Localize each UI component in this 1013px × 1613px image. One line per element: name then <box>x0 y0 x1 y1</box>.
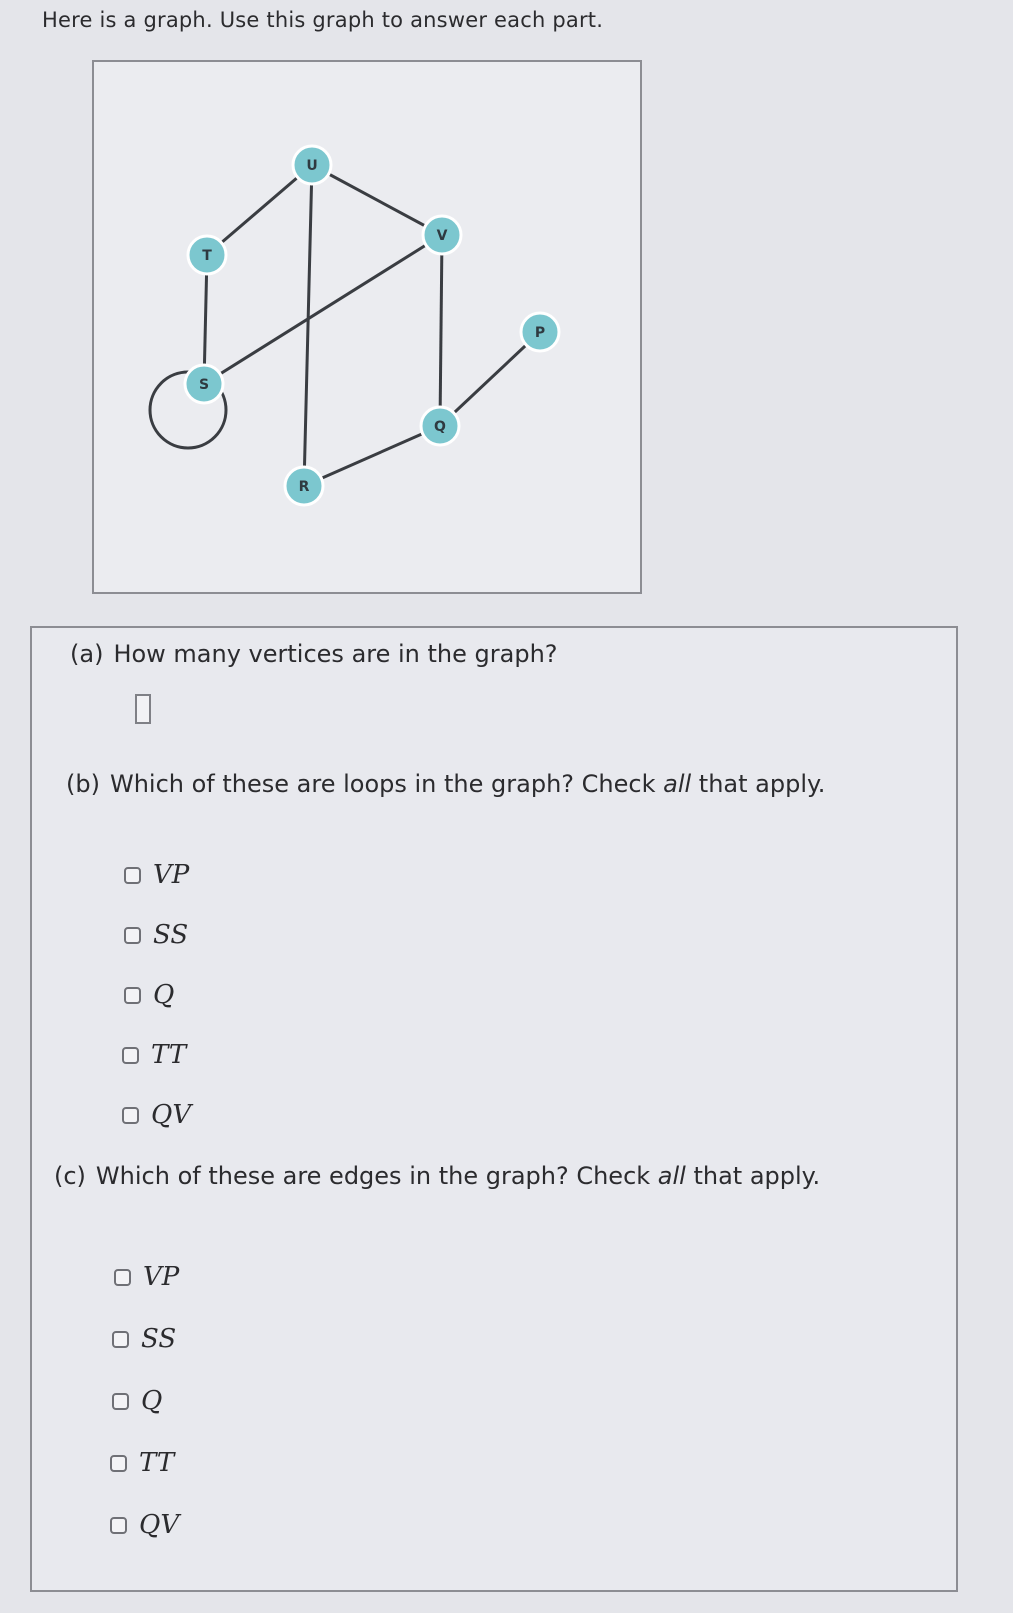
graph-diagram <box>94 62 644 596</box>
edge-vq <box>440 235 442 426</box>
loop-option-label: TT <box>151 1040 187 1070</box>
edge-option-label: TT <box>139 1448 175 1478</box>
question-c-emphasis: all <box>657 1162 686 1190</box>
loop-option-tt[interactable] <box>122 1040 186 1070</box>
edge-sv <box>204 235 442 384</box>
vertex-t <box>188 236 226 274</box>
question-b <box>66 766 866 802</box>
question-b-text-post: that apply. <box>691 770 826 798</box>
edge-option-tt[interactable] <box>110 1448 174 1478</box>
vertex-label: U <box>306 158 318 174</box>
loop-option-qv[interactable] <box>122 1100 191 1130</box>
edge-option-vp[interactable] <box>114 1262 179 1292</box>
question-a <box>70 636 558 672</box>
loop-option-label: VP <box>153 860 190 890</box>
loop-option-label: SS <box>153 920 189 950</box>
loop-option-label: Q <box>153 980 175 1010</box>
checkbox[interactable] <box>124 927 141 944</box>
edge-option-label: SS <box>141 1324 177 1354</box>
vertex-label: V <box>436 228 448 244</box>
checkbox[interactable] <box>122 1107 139 1124</box>
edge-uv <box>312 165 442 235</box>
edge-qr <box>304 426 440 486</box>
checkbox[interactable] <box>124 987 141 1004</box>
graph-panel <box>92 60 642 594</box>
loop-option-ss[interactable] <box>124 920 188 950</box>
edge-option-q[interactable] <box>112 1386 162 1416</box>
question-a-text: How many vertices are in the graph? <box>113 640 558 668</box>
loop-option-label: QV <box>151 1100 192 1130</box>
vertex-p <box>521 313 559 351</box>
loop-option-q[interactable] <box>124 980 174 1010</box>
vertex-label: P <box>534 325 546 341</box>
question-c-text-post: that apply. <box>685 1162 821 1190</box>
edge-ur <box>304 165 312 486</box>
edge-option-label: VP <box>143 1262 180 1292</box>
edge-option-label: QV <box>139 1510 180 1540</box>
question-b-emphasis: all <box>663 770 692 798</box>
checkbox[interactable] <box>112 1331 129 1348</box>
checkbox[interactable] <box>110 1517 127 1534</box>
vertex-label: S <box>198 377 210 393</box>
intro-text: Here is a graph. Use this graph to answer each part. <box>42 8 604 32</box>
edge-option-qv[interactable] <box>110 1510 179 1540</box>
question-a-label: (a) <box>70 640 104 668</box>
vertex-label: R <box>298 479 310 495</box>
question-c-text-pre: Which of these are edges in the graph? Check <box>95 1162 658 1190</box>
loop-option-vp[interactable] <box>124 860 189 890</box>
checkbox[interactable] <box>114 1269 131 1286</box>
edge-qp <box>440 332 540 426</box>
vertex-count-input[interactable] <box>135 694 151 724</box>
edge-option-label: Q <box>141 1386 163 1416</box>
checkbox[interactable] <box>110 1455 127 1472</box>
checkbox[interactable] <box>112 1393 129 1410</box>
vertex-s <box>185 365 223 403</box>
question-b-text-pre: Which of these are loops in the graph? Check <box>109 770 664 798</box>
checkbox[interactable] <box>124 867 141 884</box>
question-b-label: (b) <box>66 770 100 798</box>
edge-option-ss[interactable] <box>112 1324 176 1354</box>
question-c-label: (c) <box>54 1162 86 1190</box>
vertex-v <box>423 216 461 254</box>
question-c <box>54 1158 874 1194</box>
vertex-label: T <box>202 248 212 264</box>
questions-panel <box>30 626 958 1592</box>
edge-tu <box>207 165 312 255</box>
vertex-q <box>421 407 459 445</box>
vertex-u <box>293 146 331 184</box>
checkbox[interactable] <box>122 1047 139 1064</box>
vertex-r <box>285 467 323 505</box>
vertex-label: Q <box>434 419 446 435</box>
